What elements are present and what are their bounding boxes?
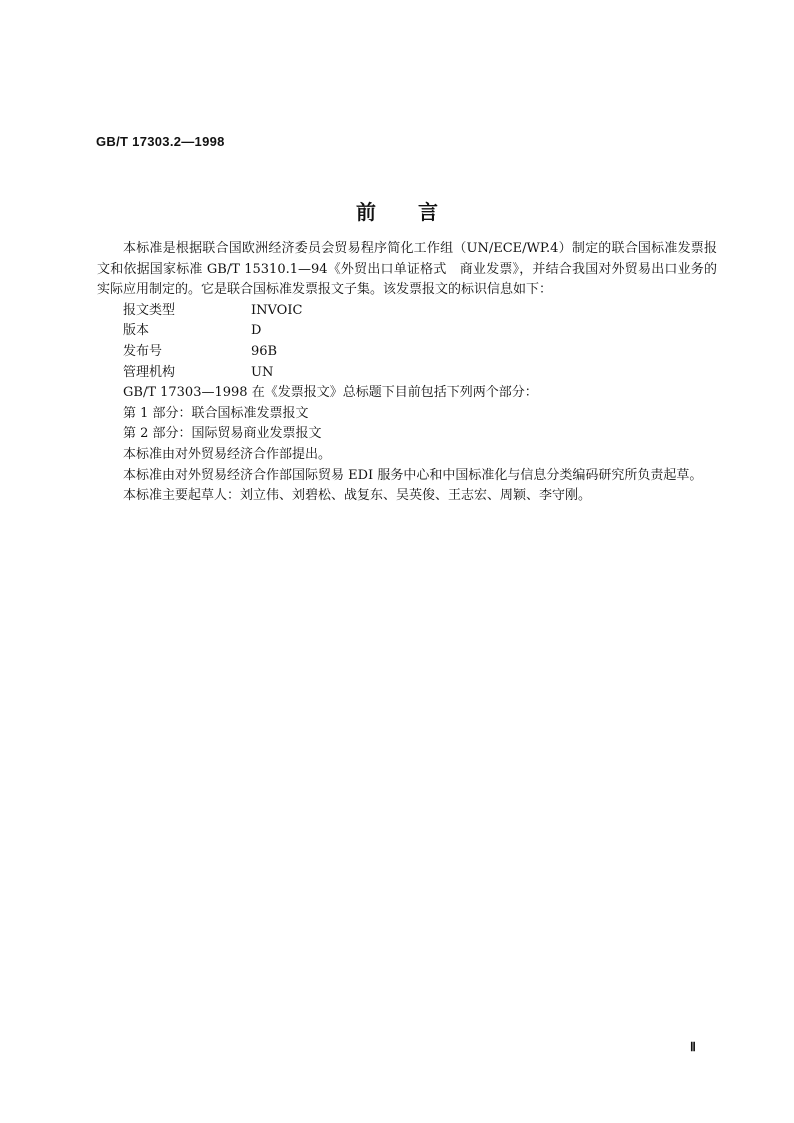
standard-code: GB/T 17303.2—1998 xyxy=(96,134,225,149)
id-value: UN xyxy=(251,364,274,380)
id-row-message-type xyxy=(97,301,717,322)
id-value: D xyxy=(251,323,262,339)
id-key: 发布号 xyxy=(123,343,163,359)
id-value: INVOIC xyxy=(251,302,303,318)
id-key: 版本 xyxy=(123,323,150,339)
id-row-version xyxy=(97,321,717,342)
drafter-org-paragraph: 本标准由对外贸易经济合作部国际贸易 EDI 服务中心和中国标准化与信息分类编码研究所负责起草。 xyxy=(123,467,703,483)
id-key: 管理机构 xyxy=(123,364,176,380)
intro-paragraph: 本标准是根据联合国欧洲经济委员会贸易程序简化工作组（UN/ECE/WP.4）制定的联合国标准发票报文和依据国家标准 GB/T 15310.1—94《外贸出口单证格式 商业发票》，并结合我国对外贸易出口业务的实际应用制定的。它是联合国标准发票报文子集。该发票报文的标识信息如下： xyxy=(97,241,717,298)
part-2-line: 第 2 部分：国际贸易商业发票报文 xyxy=(123,426,322,442)
part-1-line: 第 1 部分：联合国标准发票报文 xyxy=(123,405,309,421)
parts-paragraph: GB/T 17303—1998 在《发票报文》总标题下目前包括下列两个部分： xyxy=(123,385,538,401)
page-title xyxy=(0,196,794,225)
id-value: 96B xyxy=(251,343,278,359)
page-number: Ⅱ xyxy=(690,1040,696,1054)
proposer-paragraph: 本标准由对外贸易经济合作部提出。 xyxy=(123,446,332,462)
foreword-body xyxy=(97,239,717,507)
title-char-1: 前 xyxy=(356,200,376,224)
id-row-agency xyxy=(97,363,717,384)
title-char-2: 言 xyxy=(418,200,438,224)
id-key: 报文类型 xyxy=(123,302,176,318)
drafters-paragraph: 本标准主要起草人：刘立伟、刘碧松、战复东、吴英俊、王志宏、周颖、李守刚。 xyxy=(123,488,592,504)
id-row-release xyxy=(97,342,717,363)
